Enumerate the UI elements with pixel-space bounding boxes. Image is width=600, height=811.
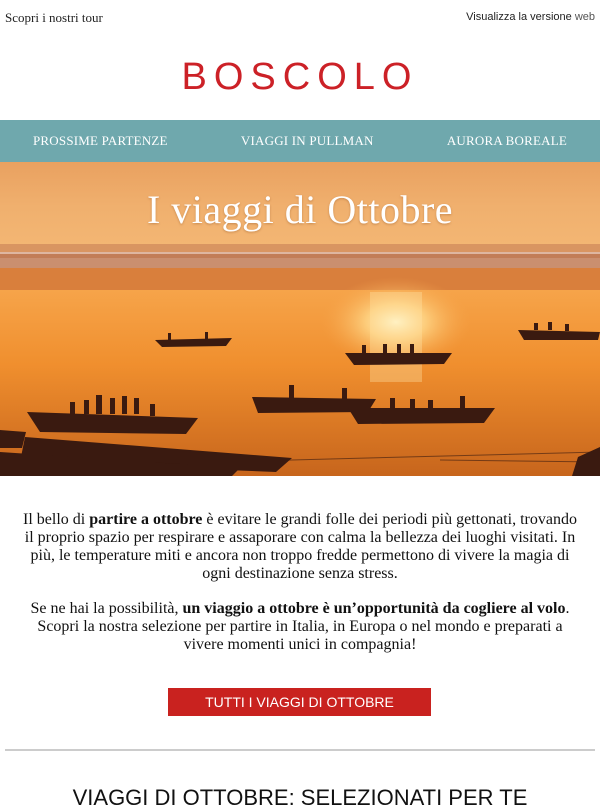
intro-p1-part-a: Il bello di xyxy=(23,511,90,528)
hero-banner[interactable] xyxy=(0,162,600,476)
top-bar xyxy=(0,0,600,36)
discover-tours-link[interactable]: Scopri i nostri tour xyxy=(5,10,103,25)
section-divider xyxy=(5,749,595,751)
intro-text xyxy=(22,511,578,671)
section-title: VIAGGI DI OTTOBRE: SELEZIONATI PER TE xyxy=(72,785,528,810)
intro-paragraph-2 xyxy=(22,600,578,654)
brand-logo[interactable]: BOSCOLO xyxy=(181,56,419,98)
all-october-trips-button[interactable]: TUTTI I VIAGGI DI OTTOBRE xyxy=(168,688,431,716)
intro-p2-part-a: Se ne hai la possibilità, xyxy=(30,600,183,617)
intro-p2-bold: un viaggio a ottobre è un’opportunità da cogliere al volo xyxy=(182,600,566,617)
web-version-notice xyxy=(466,11,595,23)
nav-item-prossime-partenze[interactable]: PROSSIME PARTENZE xyxy=(33,133,168,148)
main-nav xyxy=(0,120,600,162)
web-version-link[interactable]: web xyxy=(574,11,595,23)
nav-item-aurora-boreale[interactable]: AURORA BOREALE xyxy=(446,133,567,148)
web-version-text: Visualizza la versione xyxy=(466,11,572,23)
intro-p1-part-b: è evitare le grandi folle dei periodi più gettonati, trovando il proprio spazio per respirare e assaporare con calma la bellezza dei luoghi visitati. In più, le temperature miti e ancora non troppo fredde permettono di vivere la magia di ogni destinazione senza stress. xyxy=(24,511,577,582)
nav-item-viaggi-in-pullman[interactable]: VIAGGI IN PULLMAN xyxy=(240,133,374,148)
hero-title: I viaggi di Ottobre xyxy=(146,187,454,232)
intro-paragraph-1 xyxy=(22,511,578,583)
intro-p2-part-b: . Scopri la nostra selezione per partire in Italia, in Europa o nel mondo e preparati a vivere momenti unici in compagnia! xyxy=(37,600,570,653)
intro-p1-bold: partire a ottobre xyxy=(89,511,203,528)
